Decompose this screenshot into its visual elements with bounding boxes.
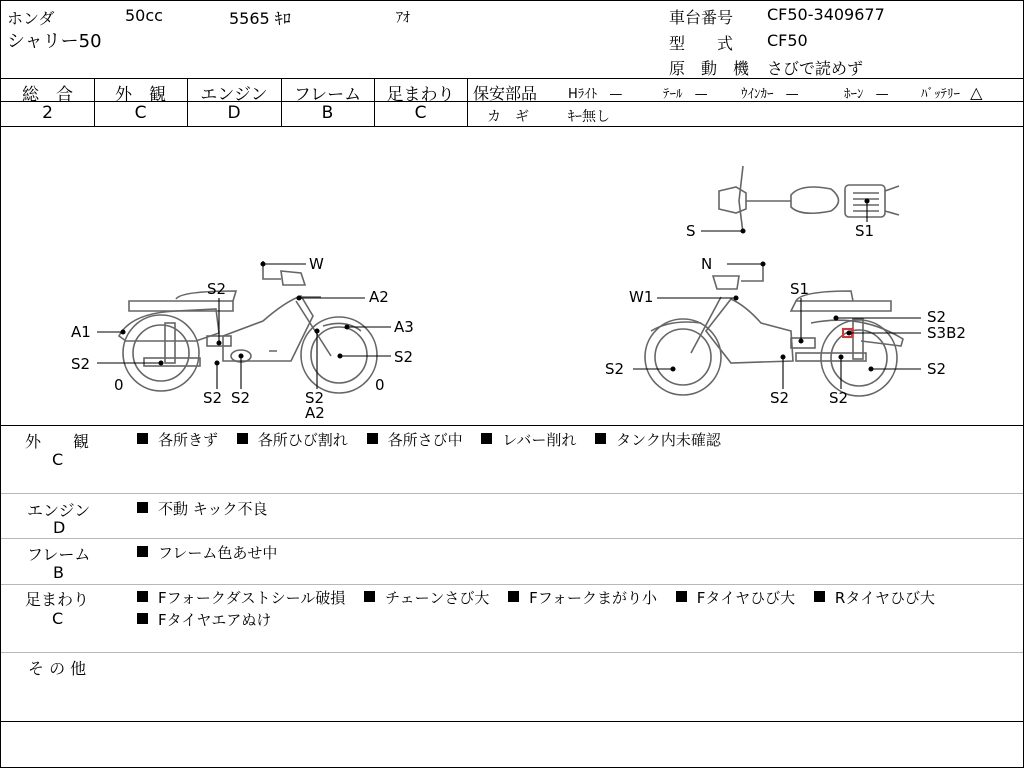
- safety-item-tail: ﾃｰﾙ —: [663, 87, 708, 102]
- diagram-label: W1: [629, 288, 654, 306]
- damage-diagram: [1, 127, 1023, 425]
- remark-other-label: そ の 他: [28, 659, 87, 678]
- remark-suspension-items-2: Fタイヤエアぬけ: [137, 609, 285, 630]
- bike-right-drawing: [645, 263, 903, 396]
- diagram-label: S2: [207, 280, 227, 298]
- remarks-divider: [1, 652, 1023, 653]
- remarks-divider: [1, 538, 1023, 539]
- engine-label: 原 動 機: [669, 59, 750, 78]
- safety-label: 保安部品: [473, 84, 538, 103]
- grade-table-top-border: [1, 78, 1023, 79]
- diagram-label: S2: [231, 389, 251, 407]
- diagram-label: N: [701, 255, 713, 273]
- diagram-label: 0: [375, 376, 385, 394]
- remarks-divider: [1, 493, 1023, 494]
- diagram-label: S2: [927, 360, 947, 378]
- grade-suspension-value: C: [414, 103, 427, 123]
- remark-frame-items: フレーム色あせ中: [137, 542, 291, 563]
- remark-suspension-label: 足まわり: [25, 590, 90, 609]
- engine-value: さびで読めず: [767, 59, 864, 78]
- diagram-label: S2: [829, 389, 849, 407]
- grade-frame-value: B: [321, 103, 334, 123]
- diagram-label: S3B2: [927, 324, 966, 342]
- remark-engine-items: 不動 キック不良: [137, 498, 281, 519]
- key-value: ｷｰ無し: [568, 109, 610, 125]
- grade-total-value: 2: [42, 103, 53, 123]
- diagram-label: S2: [927, 308, 947, 326]
- remarks-bottom-border: [1, 721, 1023, 722]
- diagram-label: A3: [394, 318, 414, 336]
- diagram-label: S2: [770, 389, 790, 407]
- safety-item-headlight: Hﾗｲﾄ —: [568, 87, 623, 102]
- safety-item-battery: ﾊﾞｯﾃﾘｰ △: [921, 83, 983, 102]
- color: ｱｵ: [396, 10, 410, 26]
- diagram-label: A1: [71, 323, 91, 341]
- remark-exterior-items: 各所きず 各所ひび割れ 各所さび中 レバー削れ タンク内未確認: [137, 429, 735, 450]
- diagram-label: S2: [203, 389, 223, 407]
- remark-engine-label: エンジン: [27, 501, 91, 520]
- diagram-label: S1: [790, 280, 810, 298]
- remark-suspension-items: Fフォークダストシール破損 チェーンさび大 Fフォークまがり小 Fタイヤひび大 Rタイヤひび大: [137, 587, 949, 608]
- grade-exterior-label: 外 観: [115, 85, 166, 105]
- remarks-top-border: [1, 425, 1023, 426]
- diagram-label: 0: [114, 376, 124, 394]
- key-label: カ ギ: [487, 109, 529, 125]
- diagram-label: S2: [71, 355, 91, 373]
- diagram-label: S: [686, 222, 696, 240]
- grade-engine-value: D: [227, 103, 241, 123]
- diagram-label: S2: [394, 348, 414, 366]
- safety-item-winker: ｳｲﾝｶｰ —: [741, 87, 799, 102]
- diagram-label: A2: [305, 404, 325, 422]
- grade-suspension-label: 足まわり: [386, 85, 455, 105]
- grade-exterior-value: C: [134, 103, 147, 123]
- bike-left-drawing: [119, 261, 377, 393]
- diagram-label: A2: [369, 288, 389, 306]
- diagram-label: S1: [855, 222, 875, 240]
- remark-engine-grade: D: [53, 518, 66, 537]
- mileage-value: 5565: [229, 9, 270, 28]
- maker-name: ホンダ: [7, 9, 55, 28]
- type-label: 型 式: [669, 34, 734, 53]
- chassis-value: CF50-3409677: [767, 5, 885, 24]
- mileage: [229, 6, 291, 29]
- grade-col-divider: [467, 78, 468, 126]
- diagram-label: S2: [605, 360, 625, 378]
- grade-total-label: 総 合: [22, 85, 73, 105]
- safety-item-horn: ﾎｰﾝ —: [844, 87, 889, 102]
- remark-suspension-grade: C: [52, 609, 64, 628]
- grade-frame-label: フレーム: [293, 85, 362, 105]
- remark-exterior-label: 外 観: [25, 432, 90, 451]
- remark-exterior-grade: C: [52, 450, 64, 469]
- model-name: シャリー50: [7, 31, 102, 52]
- diagram-label: W: [309, 255, 324, 273]
- type-value: CF50: [767, 31, 808, 50]
- diagram-label: S2: [305, 389, 325, 407]
- remark-frame-grade: B: [53, 563, 64, 582]
- grade-engine-label: エンジン: [200, 85, 268, 105]
- chassis-label: 車台番号: [669, 8, 734, 27]
- mileage-unit: ｷﾛ: [274, 9, 291, 28]
- remarks-divider: [1, 584, 1023, 585]
- remark-frame-label: フレーム: [27, 545, 91, 564]
- displacement: 50cc: [125, 6, 163, 25]
